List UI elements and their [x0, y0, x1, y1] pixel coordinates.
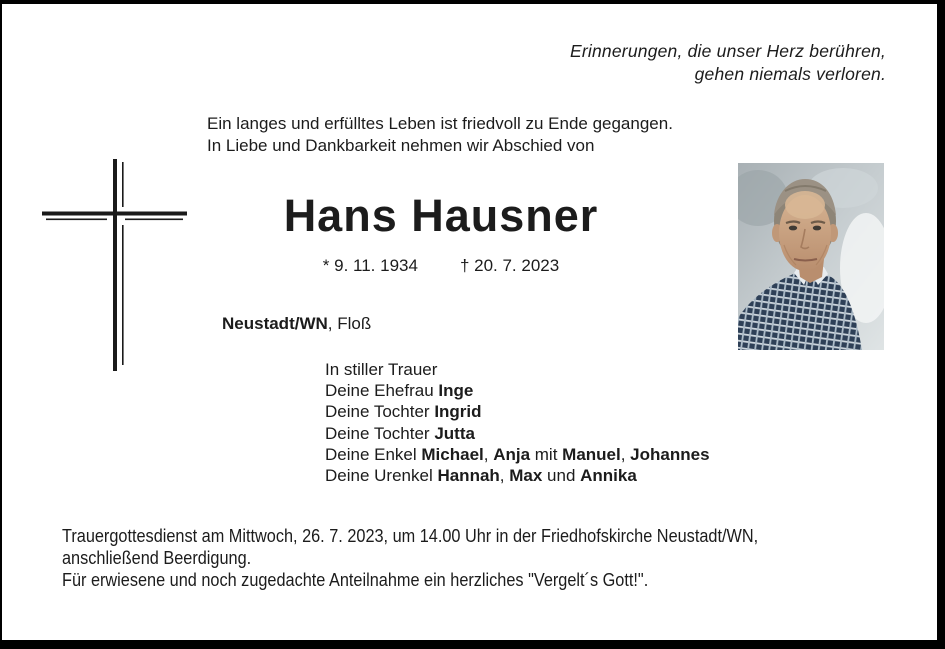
- mourners-section: [325, 359, 710, 486]
- mourner-line: Deine Tochter Jutta: [325, 423, 475, 443]
- memorial-quote-line2: gehen niemals verloren.: [694, 64, 886, 84]
- mourners-heading: In stiller Trauer: [325, 360, 438, 379]
- memorial-cross-icon: [42, 157, 188, 373]
- mourner-line: Deine Enkel Michael, Anja mit Manuel, Johannes: [325, 444, 710, 464]
- deceased-name: Hans Hausner: [283, 190, 599, 241]
- mourner-line: Deine Tochter Ingrid: [325, 402, 482, 422]
- mourners-lines: [325, 380, 710, 486]
- life-dates: [205, 254, 677, 278]
- mourner-line: Deine Ehefrau Inge: [325, 381, 474, 401]
- service-line2: anschließend Beerdigung.: [62, 547, 252, 568]
- service-line1: Trauergottesdienst am Mittwoch, 26. 7. 2023, um 14.00 Uhr in der Friedhofskirche Neustadt/WN,: [62, 525, 759, 546]
- birth-date: * 9. 11. 1934: [322, 256, 418, 275]
- service-line3: Für erwiesene und noch zugedachte Anteilnahme ein herzliches "Vergelt´s Gott!".: [62, 569, 649, 590]
- intro-line1: Ein langes und erfülltes Leben ist friedvoll zu Ende gegangen.: [207, 114, 673, 133]
- intro-line2: In Liebe und Dankbarkeit nehmen wir Abschied von: [207, 136, 595, 155]
- intro-text: [207, 113, 673, 157]
- residence-line: [222, 312, 371, 336]
- residence-city: Neustadt/WN: [222, 314, 328, 333]
- portrait-photo: [738, 163, 884, 350]
- memorial-quote-line1: Erinnerungen, die unser Herz berühren,: [570, 41, 886, 61]
- mourner-line: Deine Urenkel Hannah, Max und Annika: [325, 466, 637, 486]
- residence-suffix: , Floß: [327, 314, 372, 333]
- service-info: [62, 525, 758, 591]
- memorial-quote: [570, 40, 886, 86]
- death-date: † 20. 7. 2023: [459, 256, 560, 275]
- obituary-page: [2, 4, 937, 640]
